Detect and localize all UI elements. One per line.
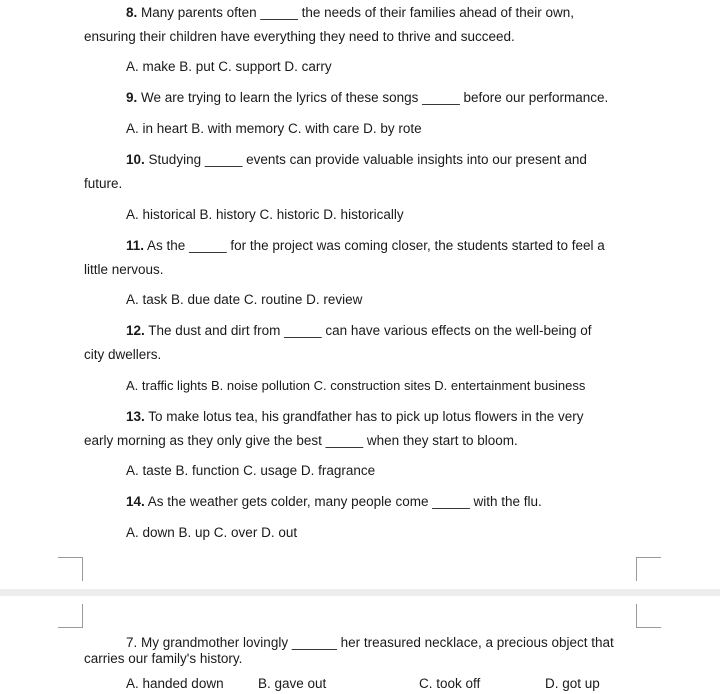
question-text: The dust and dirt from _____ can have various effects on the well-being of: [148, 323, 592, 338]
question-11: [126, 237, 605, 255]
answer-options: A. make B. put C. support D. carry: [126, 59, 332, 74]
question-text-continued: future.: [84, 176, 123, 191]
question-13: [126, 408, 584, 426]
question-text: To make lotus tea, his grandfather has to pick up lotus flowers in the very: [148, 409, 584, 424]
question-text: We are trying to learn the lyrics of these songs _____ before our performance.: [141, 90, 609, 105]
answer-options: A. taste B. function C. usage D. fragrance: [126, 463, 376, 478]
question-14: [126, 493, 542, 511]
question-number: 9.: [126, 90, 138, 105]
question-number: 11.: [126, 238, 145, 253]
question-text: As the weather gets colder, many people come _____ with the flu.: [147, 494, 542, 509]
question-text: Studying _____ events can provide valuable insights into our present and: [148, 152, 587, 167]
question-8: [126, 4, 574, 22]
question-7: 7. My grandmother lovingly ______ her treasured necklace, a precious object that: [126, 635, 614, 650]
question-text-continued: early morning as they only give the best _____ when they start to bloom.: [84, 433, 518, 448]
question-number: 8.: [126, 5, 138, 20]
answer-options: A. traffic lights B. noise pollution C. construction sites D. entertainment business: [126, 378, 586, 393]
crop-mark-bottom-right: [636, 604, 661, 628]
page-break: [0, 589, 720, 596]
question-text-continued: city dwellers.: [84, 347, 162, 362]
answer-options: A. task B. due date C. routine D. review: [126, 292, 363, 307]
question-number: 12.: [126, 323, 145, 338]
question-number: 10.: [126, 152, 145, 167]
question-number: 14.: [126, 494, 145, 509]
question-text: Many parents often _____ the needs of their families ahead of their own,: [141, 5, 575, 20]
answer-options: A. down B. up C. over D. out: [126, 525, 298, 540]
question-text: As the _____ for the project was coming closer, the students started to feel a: [147, 238, 605, 253]
answer-option-a: A. handed down: [126, 676, 224, 691]
question-number: 13.: [126, 409, 145, 424]
crop-mark-top-right: [636, 557, 661, 581]
question-12: [126, 322, 592, 340]
answer-option-c: C. took off: [419, 676, 481, 691]
answer-options: A. historical B. history C. historic D. historically: [126, 207, 404, 222]
crop-mark-bottom-left: [58, 604, 83, 628]
question-text-continued: ensuring their children have everything they need to thrive and succeed.: [84, 29, 515, 44]
answer-options: A. in heart B. with memory C. with care D. by rote: [126, 121, 422, 136]
answer-option-b: B. gave out: [258, 676, 327, 691]
crop-mark-top-left: [58, 557, 83, 581]
question-10: [126, 151, 587, 169]
question-text-continued: carries our family's history.: [84, 651, 243, 666]
answer-option-d: D. got up: [545, 676, 600, 691]
question-text-continued: little nervous.: [84, 262, 164, 277]
question-9: [126, 89, 608, 107]
